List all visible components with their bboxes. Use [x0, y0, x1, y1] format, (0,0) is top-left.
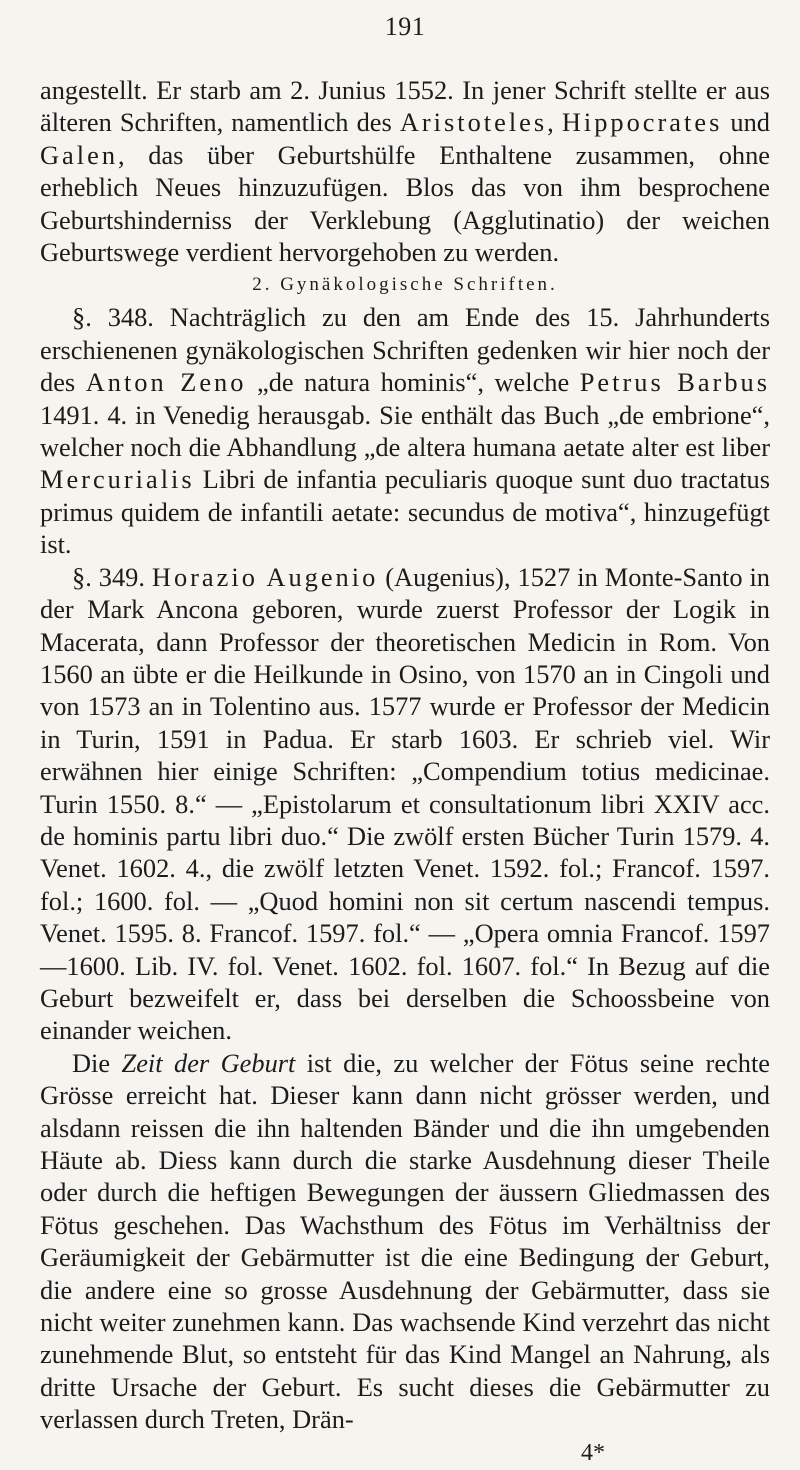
spaced-name: Horazio Augenio: [151, 561, 379, 592]
spaced-name: Galen: [40, 139, 119, 170]
text-segment: §. 349.: [72, 561, 152, 592]
signature-mark: 4*: [581, 1439, 605, 1466]
text-segment: ist die, zu welcher der Fötus seine rechte Grösse erreicht hat. Dieser kann dann nicht grösser werden, und alsdann reissen die ihn haltenden Bänder und die ihn umgebenden Häute ab. Diess kann durch die starke Ausdehnung dieser Theile oder durch die heftigen Bewegungen der äussern Gliedmassen des Fötus geschehen. Das Wachsthum des Fötus im Verhältniss der Geräumigkeit der Gebärmutter ist die eine Bedingung der Geburt, die andere eine so grosse Ausdehnung der Gebärmutter, dass sie nicht weiter zunehmen kann. Das wachsende Kind verzehrt das nicht zunehmende Blut, so entsteht für das Kind Mangel an Nahrung, als dritte Ursache der Geburt. Es sucht dieses die Gebärmutter zu verlassen durch Treten, Drän-: [40, 1047, 770, 1435]
spaced-name: Anton Zeno: [85, 367, 247, 398]
spaced-name: Hippocrates: [561, 107, 723, 138]
text-segment: „de natura hominis“, welche: [246, 367, 580, 398]
book-page: [40, 0, 771, 1466]
paragraph-348: [40, 301, 770, 560]
paragraph-birth-time: [40, 1047, 770, 1436]
text-segment: 1491. 4. in Venedig herausgab. Sie enthält das Buch „de embrione“, welcher noch die Abhandlung „de altera humana aetate alter est liber: [40, 399, 770, 463]
text-segment: (Augenius), 1527 in Monte-Santo in der Mark Ancona geboren, wurde zuerst Professor der Logik in Macerata, dann Professor der theoretischen Medicin in Rom. Von 1560 an übte er die Heilkunde in Osino, von 1570 an in Cingoli und von 1573 an in Tolentino aus. 1577 wurde er Professor der Medicin in Turin, 1591 in Padua. Er starb 1603. Er schrieb viel. Wir erwähnen hier einige Schriften: „Compendium totius medicinae. Turin 1550. 8.“ — „Epistolarum et consultationum libri XXIV acc. de hominis partu libri duo.“ Die zwölf ersten Bücher Turin 1579. 4. Venet. 1602. 4., die zwölf letzten Venet. 1592. fol.; Francof. 1597. fol.; 1600. fol. — „Quod homini non sit certum nascendi tempus. Venet. 1595. 8. Francof. 1597. fol.“ — „Opera omnia Francof. 1597—1600. Lib. IV. fol. Venet. 1602. fol. 1607. fol.“ In Bezug auf die Geburt bezweifelt er, dass bei derselben die Schoossbeine von einander weichen.: [40, 561, 771, 1046]
italic-term: Zeit der Geburt: [121, 1047, 296, 1078]
paragraph-intro: [40, 74, 770, 268]
text-segment: Libri de infantia peculiaris quoque sunt duo tractatus primus quidem de infantili aetate: secundus de motiva“, hinzugefügt ist.: [40, 464, 770, 560]
spaced-name: Mercurialis: [40, 464, 195, 495]
text-segment: ,: [547, 107, 562, 138]
text-segment: angestellt. Er starb am 2. Junius 1552. In jener Schrift stellte er aus älteren Schriften, namentlich des: [40, 75, 770, 138]
paragraph-349: [40, 561, 770, 1047]
text-segment: §. 348. Nachträglich zu den am Ende des 15. Jahrhunderts erschienenen gynäkologischen Schriften gedenken wir hier noch der des: [40, 302, 770, 398]
spaced-name: Aristoteles: [399, 107, 548, 138]
page-number: 191: [384, 12, 426, 41]
text-segment: Die: [72, 1047, 122, 1078]
text-segment: , das über Geburtshülfe Enthaltene zusammen, ohne erheblich Neues hinzuzufügen. Blos das von ihm besprochene Geburtshinderniss der Verklebung (Agglutinatio) der weichen Geburtswege verdient hervorgehoben zu werden.: [40, 139, 770, 268]
text-segment: und: [722, 107, 770, 138]
section-heading: 2. Gynäkologische Schriften.: [252, 274, 558, 296]
spaced-name: Petrus Barbus: [579, 367, 771, 398]
